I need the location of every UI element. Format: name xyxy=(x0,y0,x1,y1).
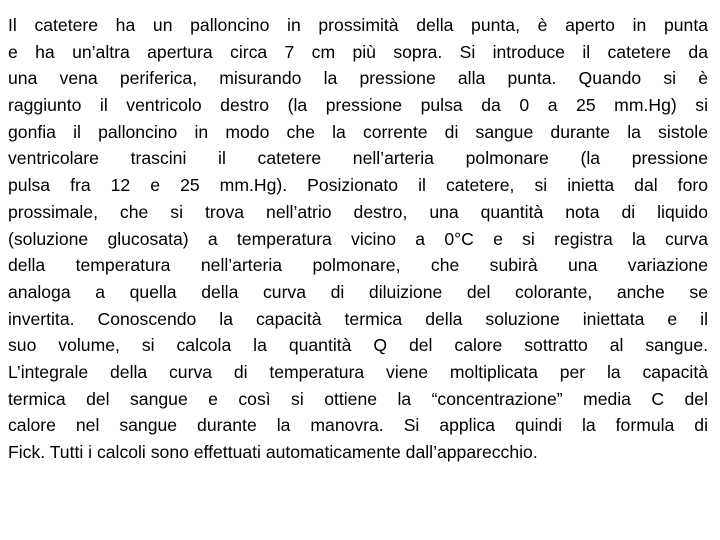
paragraph-line-7: pulsa fra 12 e 25 mm.Hg). Posizionato il catetere, si inietta dal foro xyxy=(8,175,708,196)
paragraph-line-6: ventricolare trascini il catetere nell’arteria polmonare (la pressione xyxy=(8,148,708,169)
paragraph-line-5: gonfia il palloncino in modo che la corrente di sangue durante la sistole xyxy=(8,121,708,142)
paragraph-line-11: analoga a quella della curva di diluizione del colorante, anche se xyxy=(8,281,708,302)
paragraph-line-13: suo volume, si calcola la quantità Q del calore sottratto al sangue. xyxy=(8,335,708,356)
paragraph-line-15: termica del sangue e così si ottiene la “concentrazione” media C del xyxy=(8,388,708,409)
paragraph-line-2: e ha un’altra apertura circa 7 cm più sopra. Si introduce il catetere da xyxy=(8,41,708,62)
paragraph-line-16: calore nel sangue durante la manovra. Si applica quindi la formula di xyxy=(8,415,708,436)
paragraph-line-4: raggiunto il ventricolo destro (la pressione pulsa da 0 a 25 mm.Hg) si xyxy=(8,95,708,116)
paragraph-line-1: Il catetere ha un palloncino in prossimità della punta, è aperto in punta xyxy=(8,15,708,35)
body-paragraph xyxy=(8,12,708,466)
paragraph-line-17: Fick. Tutti i calcoli sono effettuati automaticamente dall’apparecchio. xyxy=(8,442,538,462)
paragraph-line-8: prossimale, che si trova nell’atrio destro, una quantità nota di liquido xyxy=(8,201,708,222)
paragraph-line-9: (soluzione glucosata) a temperatura vicino a 0°C e si registra la curva xyxy=(8,228,708,249)
paragraph-line-14: L’integrale della curva di temperatura viene moltiplicata per la capacità xyxy=(8,361,708,382)
paragraph-line-3: una vena periferica, misurando la pressione alla punta. Quando si è xyxy=(8,68,708,89)
paragraph-line-12: invertita. Conoscendo la capacità termica della soluzione iniettata e il xyxy=(8,308,708,329)
paragraph-line-10: della temperatura nell’arteria polmonare, che subirà una variazione xyxy=(8,255,708,276)
